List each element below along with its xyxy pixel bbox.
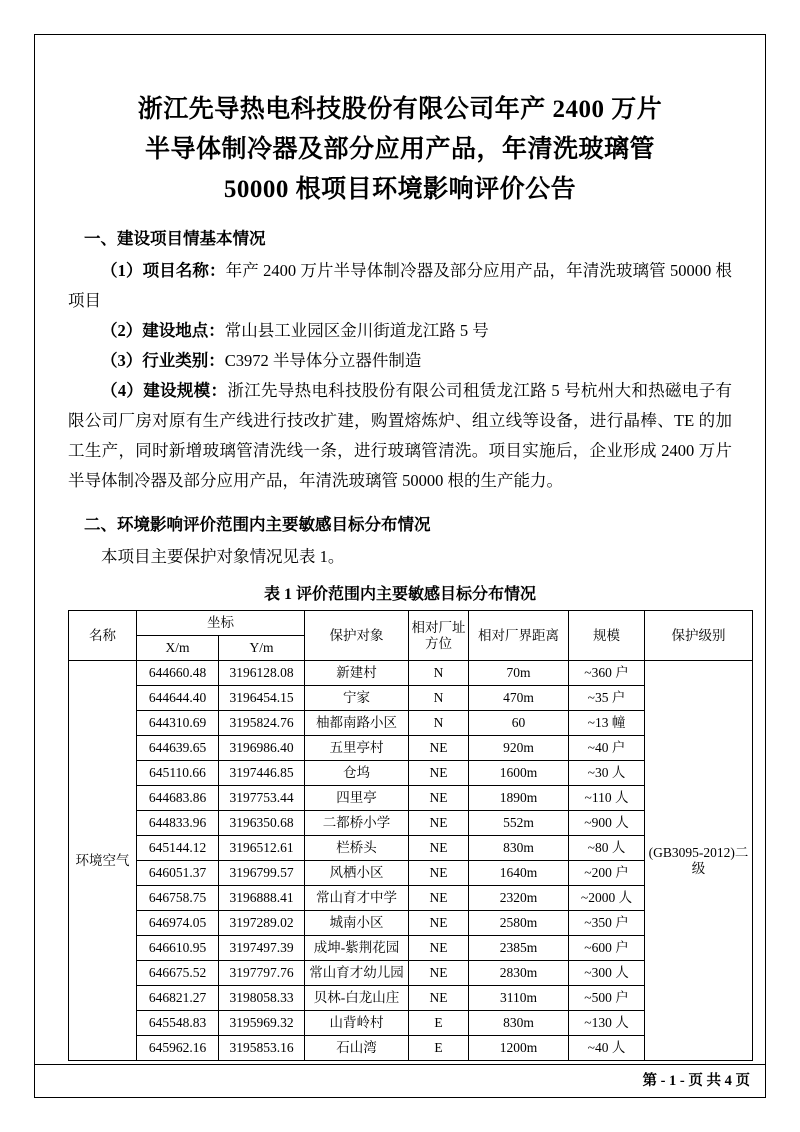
cell-distance: 3110m — [469, 986, 569, 1011]
cell-direction: NE — [409, 761, 469, 786]
sensitive-targets-table — [68, 610, 753, 1061]
cell-object: 石山湾 — [305, 1036, 409, 1061]
cell-object: 常山育才中学 — [305, 886, 409, 911]
cell-x: 644639.65 — [137, 736, 219, 761]
cell-object: 风栖小区 — [305, 861, 409, 886]
cell-direction: NE — [409, 736, 469, 761]
cell-scale: ~40 人 — [569, 1036, 645, 1061]
cell-distance: 70m — [469, 661, 569, 686]
cell-y: 3197753.44 — [219, 786, 305, 811]
paragraph-project-name — [68, 256, 732, 316]
cell-object: 山背岭村 — [305, 1011, 409, 1036]
cell-direction: NE — [409, 811, 469, 836]
cell-y: 3196888.41 — [219, 886, 305, 911]
cell-object: 五里亭村 — [305, 736, 409, 761]
table-header-row-1 — [69, 611, 753, 636]
cell-scale: ~350 户 — [569, 911, 645, 936]
cell-x: 645962.16 — [137, 1036, 219, 1061]
cell-direction: NE — [409, 911, 469, 936]
header-direction: 相对厂址方位 — [409, 611, 469, 661]
cell-direction: NE — [409, 836, 469, 861]
cell-x: 646610.95 — [137, 936, 219, 961]
cell-distance: 2580m — [469, 911, 569, 936]
cell-y: 3197289.02 — [219, 911, 305, 936]
cell-scale: ~360 户 — [569, 661, 645, 686]
section-heading-1: 一、建设项目情基本情况 — [84, 229, 266, 248]
cell-y: 3195853.16 — [219, 1036, 305, 1061]
table-caption: 表 1 评价范围内主要敏感目标分布情况 — [263, 586, 536, 603]
cell-object: 四里亭 — [305, 786, 409, 811]
cell-distance: 470m — [469, 686, 569, 711]
cell-y: 3196799.57 — [219, 861, 305, 886]
cell-scale: ~35 户 — [569, 686, 645, 711]
section-heading-2: 二、环境影响评价范围内主要敏感目标分布情况 — [84, 515, 431, 534]
table-body — [69, 661, 753, 1061]
paragraph-label-project-name: （1）项目名称： — [101, 261, 226, 280]
header-object: 保护对象 — [305, 611, 409, 661]
title-line-2: 半导体制冷器及部分应用产品，年清洗玻璃管 — [144, 136, 655, 163]
cell-scale: ~30 人 — [569, 761, 645, 786]
cell-object: 二都桥小学 — [305, 811, 409, 836]
cell-y: 3196128.08 — [219, 661, 305, 686]
cell-group-name: 环境空气 — [69, 661, 137, 1061]
cell-x: 644310.69 — [137, 711, 219, 736]
cell-x: 646051.37 — [137, 861, 219, 886]
cell-scale: ~900 人 — [569, 811, 645, 836]
cell-x: 645110.66 — [137, 761, 219, 786]
header-x: X/m — [137, 636, 219, 661]
header-distance: 相对厂界距离 — [469, 611, 569, 661]
cell-scale: ~110 人 — [569, 786, 645, 811]
cell-direction: N — [409, 686, 469, 711]
cell-direction: NE — [409, 961, 469, 986]
cell-scale: ~13 幢 — [569, 711, 645, 736]
cell-direction: N — [409, 661, 469, 686]
cell-distance: 60 — [469, 711, 569, 736]
cell-y: 3197797.76 — [219, 961, 305, 986]
header-coordinates: 坐标 — [137, 611, 305, 636]
cell-x: 646974.05 — [137, 911, 219, 936]
cell-distance: 2830m — [469, 961, 569, 986]
paragraph-label-scale: （4）建设规模： — [101, 381, 228, 400]
paragraph-text-project-name: 年产 2400 万片半导体制冷器及部分应用产品，年清洗玻璃管 50000 根项目 — [68, 261, 733, 310]
cell-y: 3195969.32 — [219, 1011, 305, 1036]
cell-direction: E — [409, 1036, 469, 1061]
cell-distance: 920m — [469, 736, 569, 761]
cell-y: 3196454.15 — [219, 686, 305, 711]
cell-direction: E — [409, 1011, 469, 1036]
cell-y: 3197446.85 — [219, 761, 305, 786]
cell-distance: 830m — [469, 1011, 569, 1036]
cell-scale: ~80 人 — [569, 836, 645, 861]
cell-direction: NE — [409, 786, 469, 811]
cell-object: 城南小区 — [305, 911, 409, 936]
cell-scale: ~500 户 — [569, 986, 645, 1011]
header-level: 保护级别 — [645, 611, 753, 661]
footer-divider — [34, 1064, 766, 1065]
cell-y: 3197497.39 — [219, 936, 305, 961]
cell-object: 栏桥头 — [305, 836, 409, 861]
cell-y: 3196512.61 — [219, 836, 305, 861]
cell-object: 新建村 — [305, 661, 409, 686]
table-row — [69, 661, 753, 686]
cell-direction: NE — [409, 986, 469, 1011]
paragraph-text-location: 常山县工业园区金川街道龙江路 5 号 — [224, 321, 489, 340]
cell-distance: 2385m — [469, 936, 569, 961]
cell-x: 644660.48 — [137, 661, 219, 686]
cell-scale: ~130 人 — [569, 1011, 645, 1036]
cell-direction: NE — [409, 886, 469, 911]
cell-x: 645144.12 — [137, 836, 219, 861]
cell-distance: 552m — [469, 811, 569, 836]
cell-scale: ~40 户 — [569, 736, 645, 761]
cell-distance: 1640m — [469, 861, 569, 886]
paragraph-label-industry: （3）行业类别： — [101, 351, 225, 370]
cell-x: 644683.86 — [137, 786, 219, 811]
title-line-3: 50000 根项目环境影响评价公告 — [223, 176, 577, 203]
cell-scale: ~600 户 — [569, 936, 645, 961]
cell-object: 宁家 — [305, 686, 409, 711]
cell-protection-level: (GB3095-2012)二级 — [645, 661, 753, 1061]
cell-object: 柚都南路小区 — [305, 711, 409, 736]
title-line-1: 浙江先导热电科技股份有限公司年产 2400 万片 — [137, 96, 663, 123]
cell-distance: 1600m — [469, 761, 569, 786]
cell-y: 3196350.68 — [219, 811, 305, 836]
header-name: 名称 — [69, 611, 137, 661]
page-title — [68, 90, 732, 210]
cell-x: 646758.75 — [137, 886, 219, 911]
cell-x: 644644.40 — [137, 686, 219, 711]
paragraph-text-scale: 浙江先导热电科技股份有限公司租赁龙江路 5 号杭州大和热磁电子有限公司厂房对原有生产线进行技改扩建，购置熔炼炉、组立线等设备，进行晶棒、TE 的加工生产，同时新增玻璃管清洗线一条，进行玻璃管清洗。项目实施后，企业形成 2400 万片半导体制冷器及部分应用产品，年清洗玻璃管 50000 根的生产能力。 — [68, 381, 733, 490]
paragraph-scale — [68, 376, 732, 496]
cell-x: 645548.83 — [137, 1011, 219, 1036]
cell-object: 贝林-白龙山庄 — [305, 986, 409, 1011]
paragraph-protection-objects — [68, 542, 732, 572]
cell-object: 仓坞 — [305, 761, 409, 786]
cell-direction: NE — [409, 861, 469, 886]
cell-y: 3196986.40 — [219, 736, 305, 761]
paragraph-location — [68, 316, 732, 346]
cell-distance: 2320m — [469, 886, 569, 911]
header-y: Y/m — [219, 636, 305, 661]
cell-y: 3195824.76 — [219, 711, 305, 736]
cell-distance: 1200m — [469, 1036, 569, 1061]
paragraph-label-location: （2）建设地点： — [101, 321, 225, 340]
cell-direction: NE — [409, 936, 469, 961]
cell-direction: N — [409, 711, 469, 736]
page-footer — [34, 1064, 766, 1098]
footer-page-number: 第 - 1 - 页 共 4 页 — [642, 1073, 750, 1089]
cell-scale: ~300 人 — [569, 961, 645, 986]
cell-x: 644833.96 — [137, 811, 219, 836]
paragraph-text-industry: C3972 半导体分立器件制造 — [224, 351, 422, 370]
header-scale: 规模 — [569, 611, 645, 661]
cell-object: 常山育才幼儿园 — [305, 961, 409, 986]
cell-scale: ~200 户 — [569, 861, 645, 886]
cell-x: 646821.27 — [137, 986, 219, 1011]
cell-object: 成坤-紫荆花园 — [305, 936, 409, 961]
cell-distance: 1890m — [469, 786, 569, 811]
paragraph-text-protection-objects: 本项目主要保护对象情况见表 1。 — [101, 547, 345, 566]
cell-y: 3198058.33 — [219, 986, 305, 1011]
paragraph-industry — [68, 346, 732, 376]
cell-x: 646675.52 — [137, 961, 219, 986]
cell-distance: 830m — [469, 836, 569, 861]
document-content — [68, 72, 749, 1061]
cell-scale: ~2000 人 — [569, 886, 645, 911]
